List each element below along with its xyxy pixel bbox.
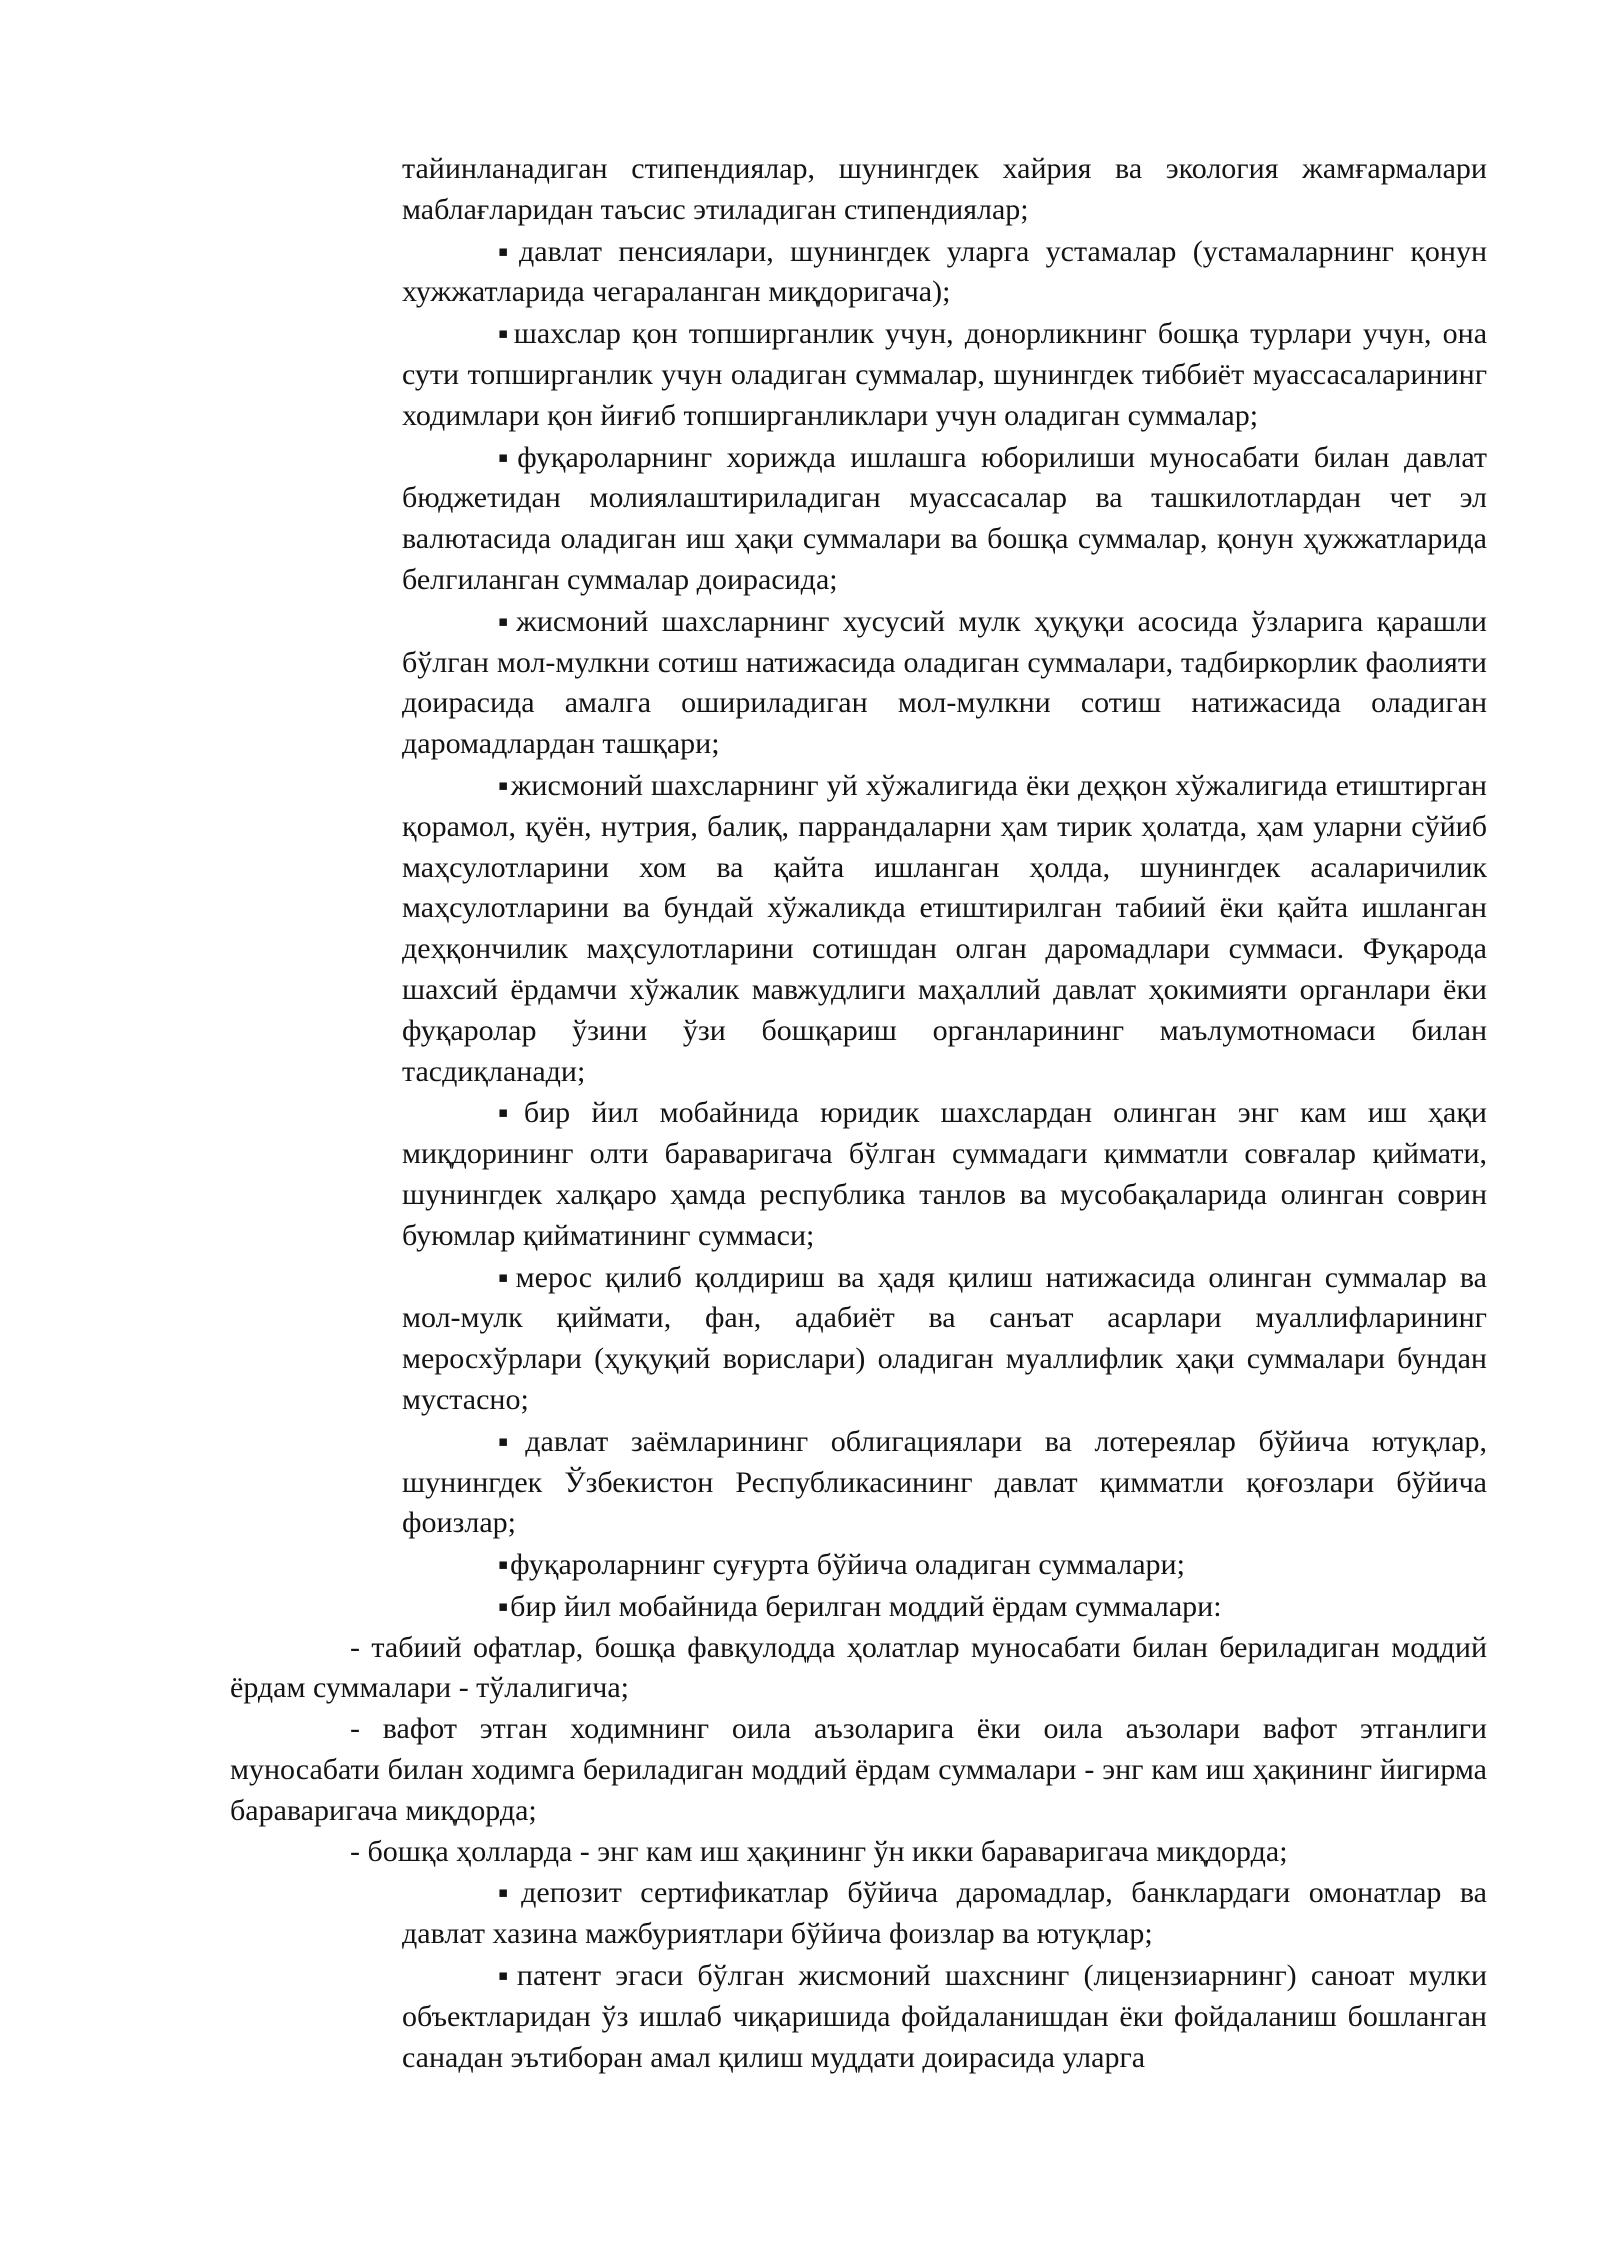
square-bullet-icon: ▪ [498, 1555, 509, 1574]
square-bullet-icon: ▪ [498, 1431, 524, 1450]
dash-item [230, 1628, 1487, 1710]
square-bullet-icon: ▪ [498, 775, 509, 794]
list-item-text: мерос қилиб қолдириш ва ҳадя қилиш натижасида олинган суммалар ва мол-мулк қиймати, фан, адабиёт ва санъат асарлари муаллифларининг меросхўрлари (ҳуқуқий ворислари) оладиган муаллифлик ҳақи суммалари бундан мустасно; [402, 1260, 1487, 1416]
list-item-text: депозит сертификатлар бўйича даромадлар, банклардаги омонатлар ва давлат хазина мажбуриятлари бўйича фоизлар ва ютуқлар; [402, 1876, 1487, 1951]
list-item [402, 1586, 1487, 1628]
paragraph-continuation [402, 149, 1487, 231]
list-item [402, 231, 1487, 314]
square-bullet-icon: ▪ [498, 241, 518, 260]
square-bullet-icon: ▪ [498, 1103, 522, 1122]
square-bullet-icon: ▪ [498, 1883, 520, 1902]
square-bullet-icon: ▪ [498, 1596, 509, 1615]
square-bullet-icon: ▪ [498, 611, 515, 630]
list-item-text: жисмоний шахсларнинг уй хўжалигида ёки деҳқон хўжалигида етиштирган қорамол, қуён, нутрия, балиқ, паррандаларни ҳам тирик ҳолатда, ҳам уларни сўйиб маҳсулотларини хом ва қайта ишланган ҳолда, шунингдек асаларичилик маҳсулотларини ва бундай хўжаликда етиштирилган табиий ёки қайта ишланган деҳқончилик маҳсулотларини сотишдан олган даромадлари суммаси. Фуқарода шахсий ёрдамчи хўжалик мавжудлиги маҳаллий давлат ҳокимияти органлари ёки фуқаролар ўзини ўзи бошқариш органларининг маълумотномаси билан тасдиқланади; [402, 768, 1487, 1088]
list-item [402, 1872, 1487, 1955]
dash-item [230, 1832, 1487, 1873]
dash-item [230, 1709, 1487, 1831]
paragraph-text: тайинланадиган стипендиялар, шунингдек хайрия ва экология жамғармалари маблағларидан таъсис этиладиган стипендиялар; [402, 152, 1487, 226]
dash-item-text: - вафот этган ходимнинг оила аъзоларига ёки оила аъзолари вафот этганлиги муносабати билан ходимга бериладиган моддий ёрдам суммалари - энг кам иш ҳақининг йигирма бараваригача миқдорда; [230, 1712, 1487, 1827]
list-item [402, 765, 1487, 1092]
list-item [402, 601, 1487, 765]
dash-item-text: - бошқа ҳолларда - энг кам иш ҳақининг ўн икки бараваригача миқдорда; [350, 1834, 1288, 1868]
list-item [402, 1544, 1487, 1586]
list-item [402, 437, 1487, 601]
list-item-text: бир йил мобайнида юридик шахслардан олинган энг кам иш ҳақи миқдорининг олти бараваригача бўлган суммадаги қимматли совғалар қиймати, шунингдек халқаро ҳамда республика танлов ва мусобақаларида олинган соврин буюмлар қийматининг суммаси; [402, 1096, 1487, 1252]
square-bullet-icon: ▪ [498, 1966, 515, 1985]
list-item [402, 1092, 1487, 1256]
list-item [402, 1955, 1487, 2078]
list-item-text: бир йил мобайнида берилган моддий ёрдам суммалари: [510, 1589, 1222, 1623]
square-bullet-icon: ▪ [498, 447, 516, 466]
list-item-text: жисмоний шахсларнинг хусусий мулк ҳуқуқи асосида ўзларига қарашли бўлган мол-мулкни сотиш натижасида оладиган суммалари, тадбиркорлик фаолияти доирасида амалга ошириладиган мол-мулкни сотиш натижасида оладиган даромадлардан ташқари; [402, 604, 1487, 761]
list-item-text: патент эгаси бўлган жисмоний шахснинг (лицензиарнинг) саноат мулки объектларидан ўз ишлаб чиқаришида фойдаланишдан ёки фойдаланиш бошланган санадан эътиборан амал қилиш муддати доирасида уларга [402, 1959, 1487, 2074]
list-item-text: давлат заёмларининг облигациялари ва лотереялар бўйича ютуқлар, шунингдек Ўзбекистон Республикасининг давлат қимматли қоғозлари бўйича фоизлар; [402, 1424, 1488, 1540]
document-body [230, 149, 1487, 2078]
list-item [402, 1421, 1487, 1544]
square-bullet-icon: ▪ [498, 324, 512, 343]
list-item-text: давлат пенсиялари, шунингдек уларга устамалар (устамаларнинг қонун хужжатларида чегараланган миқдоригача); [402, 234, 1488, 309]
list-item-text: фуқароларнинг суғурта бўйича оладиган суммалари; [510, 1548, 1185, 1582]
square-bullet-icon: ▪ [498, 1267, 514, 1286]
dash-item-text: - табиий офатлар, бошқа фавқулодда ҳолатлар муносабати билан бериладиган моддий ёрдам суммалари - тўлалигича; [230, 1630, 1487, 1705]
list-item [402, 313, 1487, 436]
list-item [402, 1257, 1487, 1421]
list-item-text: шахслар қон топширганлик учун, донорликнинг бошқа турлари учун, она сути топширганлик учун оладиган суммалар, шунингдек тиббиёт муассасаларининг ходимлари қон йиғиб топширганликлари учун оладиган суммалар; [402, 317, 1488, 432]
list-item-text: фуқароларнинг хорижда ишлашга юборилиши муносабати билан давлат бюджетидан молиялаштириладиган муассасалар ва ташкилотлардан чет эл валютасида оладиган иш ҳақи суммалари ва бошқа суммалар, қонун ҳужжатларида белгиланган суммалар доирасида; [402, 440, 1487, 596]
